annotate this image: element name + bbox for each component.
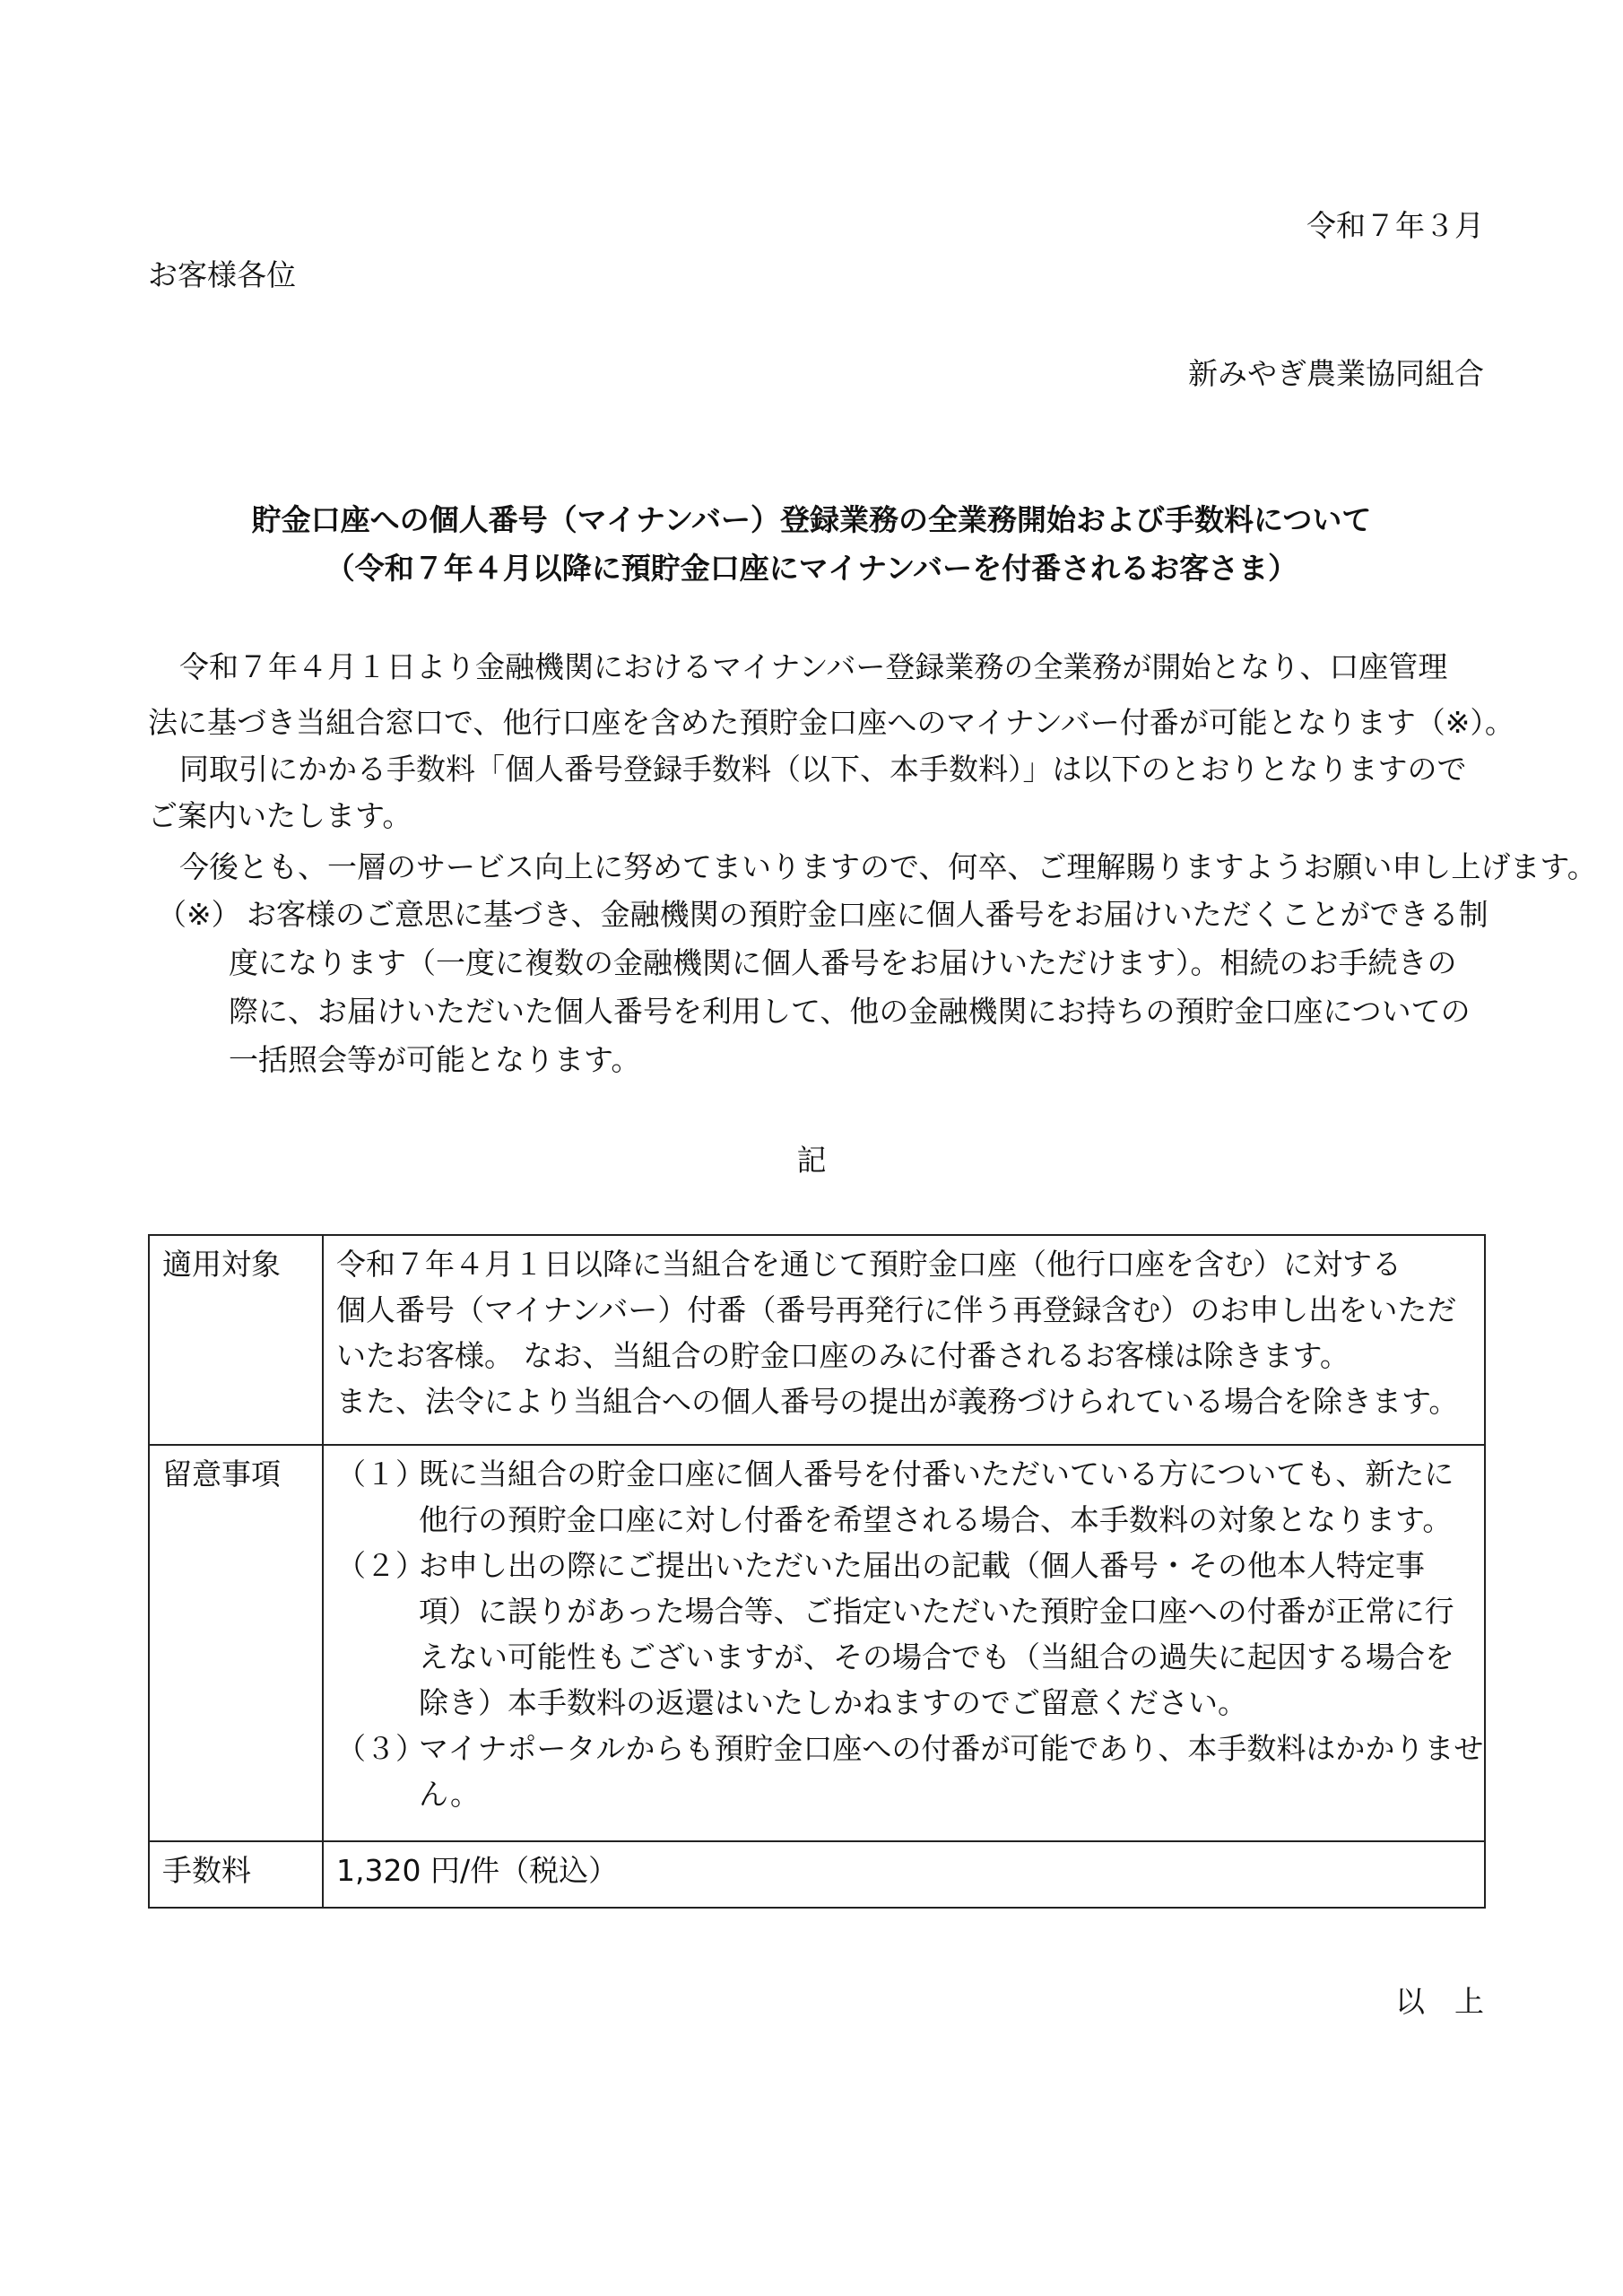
note-item-1 [336,1451,1475,1543]
body-p2-line2: ご案内いたします。 [148,798,412,833]
note-item-number: （１） [336,1457,425,1492]
row-value-fee: 1,320 円/件（税込） [323,1841,1485,1908]
document-title-line1: 貯金口座への個人番号（マイナンバー）登録業務の全業務開始および手数料について [251,502,1372,537]
note-mark: （※） [157,897,241,932]
note-item-1-line2: 他行の預貯金口座に対し付番を希望される場合、本手数料の対象となります。 [419,1502,1453,1537]
row-label-target: 適用対象 [149,1235,323,1445]
note-line4: 一括照会等が可能となります。 [229,1042,641,1077]
target-line1: 令和７年４月１日以降に当組合を通じて預貯金口座（他行口座を含む）に対する [336,1247,1402,1282]
body-p1-line2: 法に基づき当組合窓口で、他行口座を含めた預貯金口座へのマイナンバー付番が可能となります（※）。 [148,705,1515,740]
table-row-notes [149,1445,1485,1841]
fee-info-table [148,1234,1486,1909]
note-item-3-line1: マイナポータルからも預貯金口座への付番が可能であり、本手数料はかかりませ [419,1731,1484,1766]
note-item-2 [336,1543,1475,1726]
addressee: お客様各位 [148,257,296,292]
body-p1-line1: 令和７年４月１日より金融機関におけるマイナンバー登録業務の全業務が開始となり、口座管理 [179,649,1448,684]
row-value-notes [323,1445,1485,1841]
row-value-target [323,1235,1485,1445]
row-label-fee: 手数料 [149,1841,323,1908]
table-row-target [149,1235,1485,1445]
note-item-number: （３） [336,1731,425,1766]
note-item-number: （２） [336,1548,425,1583]
note-item-1-line1: 既に当組合の貯金口座に個人番号を付番いただいている方についても、新たに [419,1457,1454,1492]
note-item-2-line3: えない可能性もございますが、その場合でも（当組合の過失に起因する場合を [419,1639,1454,1674]
note-line2: 度になります（一度に複数の金融機関に個人番号をお届けいただけます）。相続のお手続きの [229,945,1457,980]
closing-ijou: 以 上 [1395,1984,1484,2019]
note-item-2-line4: 除き）本手数料の返還はいたしかねますのでご留意ください。 [419,1685,1247,1720]
ki-label: 記 [796,1143,827,1178]
note-line3: 際に、お届けいただいた個人番号を利用して、他の金融機関にお持ちの預貯金口座についての [229,994,1471,1029]
note-item-3 [336,1726,1484,1817]
note-item-2-line2: 項）に誤りがあった場合等、ご指定いただいた預貯金口座への付番が正常に行 [419,1594,1454,1629]
sender-name: 新みやぎ農業協同組合 [1188,356,1484,391]
target-line3: いたお客様。 なお、当組合の貯金口座のみに付番されるお客様は除きます。 [336,1338,1350,1373]
issue-date: 令和７年３月 [1306,208,1484,243]
table-row-fee [149,1841,1485,1908]
row-label-notes: 留意事項 [149,1445,323,1841]
body-p3: 今後とも、一層のサービス向上に努めてまいりますので、何卒、ご理解賜りますようお願い申し上げます。 [179,849,1597,884]
target-line4: また、法令により当組合への個人番号の提出が義務づけられている場合を除きます。 [336,1384,1459,1419]
note-line1: お客様のご意思に基づき、金融機関の預貯金口座に個人番号をお届けいただくことができる制 [247,897,1488,932]
document-title-line2: （令和７年４月以降に預貯金口座にマイナンバーを付番されるお客さま） [325,551,1298,586]
target-line2: 個人番号（マイナンバー）付番（番号再発行に伴う再登録含む）のお申し出をいただ [336,1292,1457,1327]
body-p2-line1: 同取引にかかる手数料「個人番号登録手数料（以下、本手数料）」は以下のとおりとなりますので [179,752,1467,787]
note-item-2-line1: お申し出の際にご提出いただいた届出の記載（個人番号・その他本人特定事 [419,1548,1425,1583]
note-item-3-line2: ん。 [419,1777,480,1812]
